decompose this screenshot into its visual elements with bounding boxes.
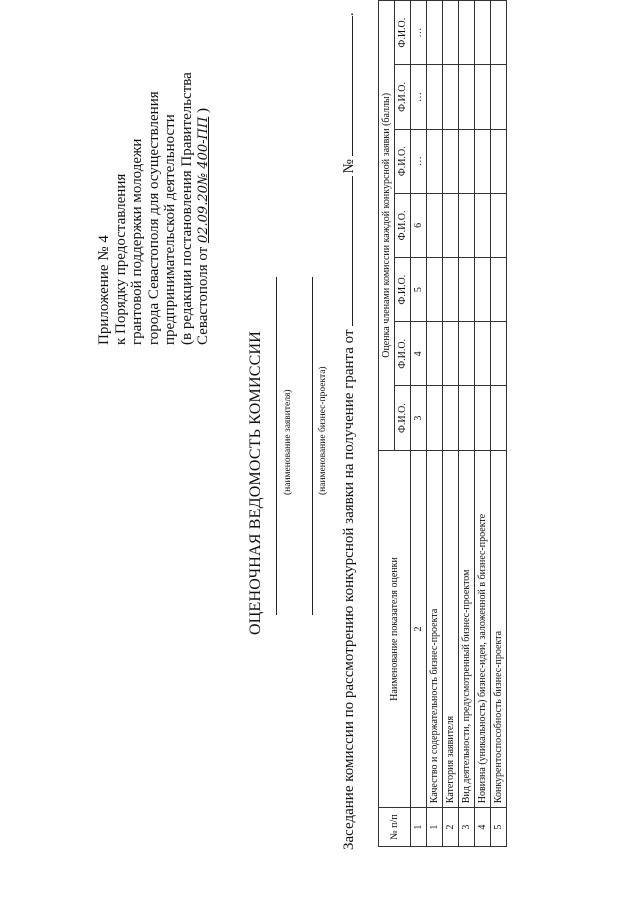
score-cell	[427, 386, 443, 450]
score-cell	[491, 386, 507, 450]
annex-line: грантовой поддержки молодежи	[129, 138, 145, 345]
score-cell	[475, 1, 491, 65]
annex-line: предпринимательской деятельности	[162, 114, 178, 345]
table-row	[459, 1, 475, 847]
project-line	[312, 277, 313, 615]
project-caption: (наименование бизнес-проекта)	[318, 366, 328, 495]
row-name: Качество и содержательность бизнес-проекта	[427, 450, 443, 807]
score-cell	[459, 386, 475, 450]
score-cell	[459, 322, 475, 386]
row-num: 5	[491, 808, 507, 847]
score-cell	[459, 193, 475, 257]
score-cell	[491, 129, 507, 193]
numbering-cell: 6	[411, 193, 427, 257]
score-cell	[491, 322, 507, 386]
score-cell	[443, 193, 459, 257]
table-numbering-row	[411, 1, 427, 847]
score-cell	[475, 65, 491, 129]
applicant-caption: (наименование заявителя)	[283, 389, 293, 495]
row-num: 3	[459, 808, 475, 847]
score-cell	[491, 258, 507, 322]
score-cell	[491, 1, 507, 65]
row-num: 4	[475, 808, 491, 847]
score-cell	[427, 129, 443, 193]
score-cell	[491, 65, 507, 129]
table-row	[491, 1, 507, 847]
score-cell	[443, 65, 459, 129]
score-cell	[459, 1, 475, 65]
score-cell	[427, 65, 443, 129]
score-cell	[427, 322, 443, 386]
header-fio: Ф.И.О.	[395, 386, 411, 450]
row-name: Конкурентоспособность бизнес-проекта	[491, 450, 507, 807]
date-blank	[340, 176, 353, 326]
annex-line: Приложение № 4	[96, 235, 112, 345]
score-cell	[427, 193, 443, 257]
annex-line: к Порядку предоставления	[112, 173, 129, 345]
annex-line: (в редакции постановления Правительства	[178, 72, 195, 345]
header-fio: Ф.И.О.	[395, 193, 411, 257]
handwritten-date: 02.09.20№ 400-ПП	[196, 116, 211, 244]
score-cell	[475, 322, 491, 386]
annex-date-suffix: )	[195, 108, 211, 114]
annex-date-prefix: Севастополя от	[195, 246, 211, 345]
score-cell	[443, 258, 459, 322]
score-cell	[459, 129, 475, 193]
annex-date-line	[195, 25, 213, 345]
row-name: Вид деятельности, предусмотренный бизнес-проектом	[459, 450, 475, 807]
header-fio: Ф.И.О.	[395, 1, 411, 65]
row-name: Категория заявителя	[443, 450, 459, 807]
header-fio: Ф.И.О.	[395, 65, 411, 129]
numbering-cell: 1	[411, 808, 427, 847]
score-cell	[427, 258, 443, 322]
numbering-cell: 4	[411, 322, 427, 386]
row-name: Новизна (уникальность) бизнес-идеи, заложенной в бизнес-проекте	[475, 450, 491, 807]
numbering-cell: 2	[411, 450, 427, 807]
header-group: Оценка членами комиссии каждой конкурсной заявки (баллы)	[379, 1, 395, 451]
header-fio: Ф.И.О.	[395, 129, 411, 193]
score-cell	[443, 386, 459, 450]
numbering-cell: …	[411, 129, 427, 193]
evaluation-table	[378, 0, 507, 847]
number-blank	[340, 16, 353, 156]
score-cell	[443, 1, 459, 65]
numbering-cell: …	[411, 1, 427, 65]
annex-block	[96, 25, 213, 345]
header-num: № п/п	[379, 808, 411, 847]
meeting-end: .	[341, 12, 357, 17]
numbering-cell: 3	[411, 386, 427, 450]
score-cell	[475, 386, 491, 450]
table-row	[475, 1, 491, 847]
annex-line: города Севастополя для осуществления	[145, 91, 162, 345]
score-cell	[475, 129, 491, 193]
score-cell	[475, 258, 491, 322]
score-cell	[443, 129, 459, 193]
table-row	[427, 1, 443, 847]
score-cell	[443, 322, 459, 386]
score-cell	[491, 193, 507, 257]
page-title: ОЦЕНОЧНАЯ ВЕДОМОСТЬ КОМИССИИ	[247, 331, 264, 635]
meeting-text: Заседание комиссии по рассмотрению конкурсной заявки на получение гранта от	[341, 329, 357, 850]
meeting-line	[340, 12, 358, 850]
numbering-cell: …	[411, 65, 427, 129]
score-cell	[459, 258, 475, 322]
score-cell	[475, 193, 491, 257]
row-num: 1	[427, 808, 443, 847]
row-num: 2	[443, 808, 459, 847]
header-fio: Ф.И.О.	[395, 258, 411, 322]
number-sign: №	[341, 159, 357, 174]
table-header-row	[379, 1, 395, 847]
numbering-cell: 5	[411, 258, 427, 322]
applicant-line	[276, 277, 277, 615]
header-fio: Ф.И.О.	[395, 322, 411, 386]
score-cell	[427, 1, 443, 65]
score-cell	[459, 65, 475, 129]
table-row	[443, 1, 459, 847]
header-name: Наименование показателя оценки	[379, 450, 411, 807]
